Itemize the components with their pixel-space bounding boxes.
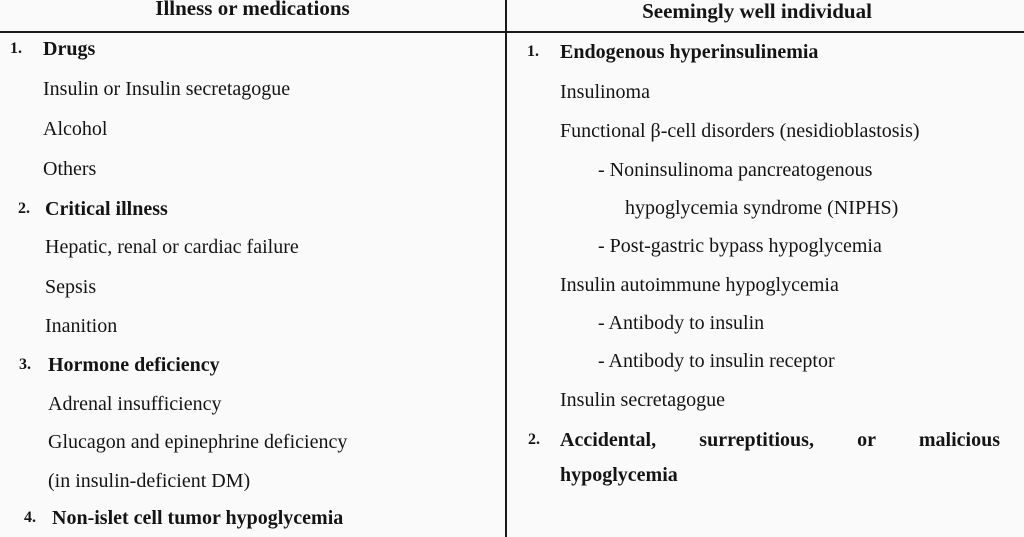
item-number: 1. [10,40,22,57]
list-item: Insulinoma [560,81,650,103]
list-item: - Noninsulinoma pancreatogenous [598,159,873,181]
item-number: 1. [527,43,539,60]
list-item: Hepatic, renal or cardiac failure [45,236,299,258]
list-item: Insulin autoimmune hypoglycemia [560,274,839,296]
category-drugs: Drugs [43,38,96,60]
list-item: Insulin or Insulin secretagogue [43,78,291,100]
category-critical-illness: Critical illness [45,198,168,220]
category-accidental-surreptitious-malicious: Accidental, surreptitious, or malicious [560,429,1000,451]
item-number: 4. [24,509,36,526]
item-number: 3. [19,356,31,373]
header-illness-or-medications: Illness or medications [155,0,350,20]
list-item: hypoglycemia syndrome (NIPHS) [625,197,899,219]
item-number: 2. [528,431,540,448]
category-non-islet-cell-tumor: Non-islet cell tumor hypoglycemia [52,507,344,529]
column-divider [505,0,507,537]
list-item: Sepsis [45,276,97,298]
category-endogenous-hyperinsulinemia: Endogenous hyperinsulinemia [560,41,819,63]
list-item: Inanition [45,315,118,337]
list-item: (in insulin-deficient DM) [48,470,251,492]
list-item: - Antibody to insulin receptor [598,350,835,372]
list-item: Adrenal insufficiency [48,393,222,415]
list-item: Glucagon and epinephrine deficiency [48,431,348,453]
list-item: - Antibody to insulin [598,312,765,334]
header-seemingly-well: Seemingly well individual [642,0,872,23]
list-item: Alcohol [43,118,108,140]
list-item: Insulin secretagogue [560,389,725,411]
item-number: 2. [18,200,30,217]
category-accidental-surreptitious-malicious-cont: hypoglycemia [560,464,678,486]
list-item: Others [43,158,97,180]
list-item: Functional β-cell disorders (nesidioblastosis) [560,120,920,142]
header-rule [0,31,1024,33]
list-item: - Post-gastric bypass hypoglycemia [598,235,882,257]
category-hormone-deficiency: Hormone deficiency [48,354,220,376]
